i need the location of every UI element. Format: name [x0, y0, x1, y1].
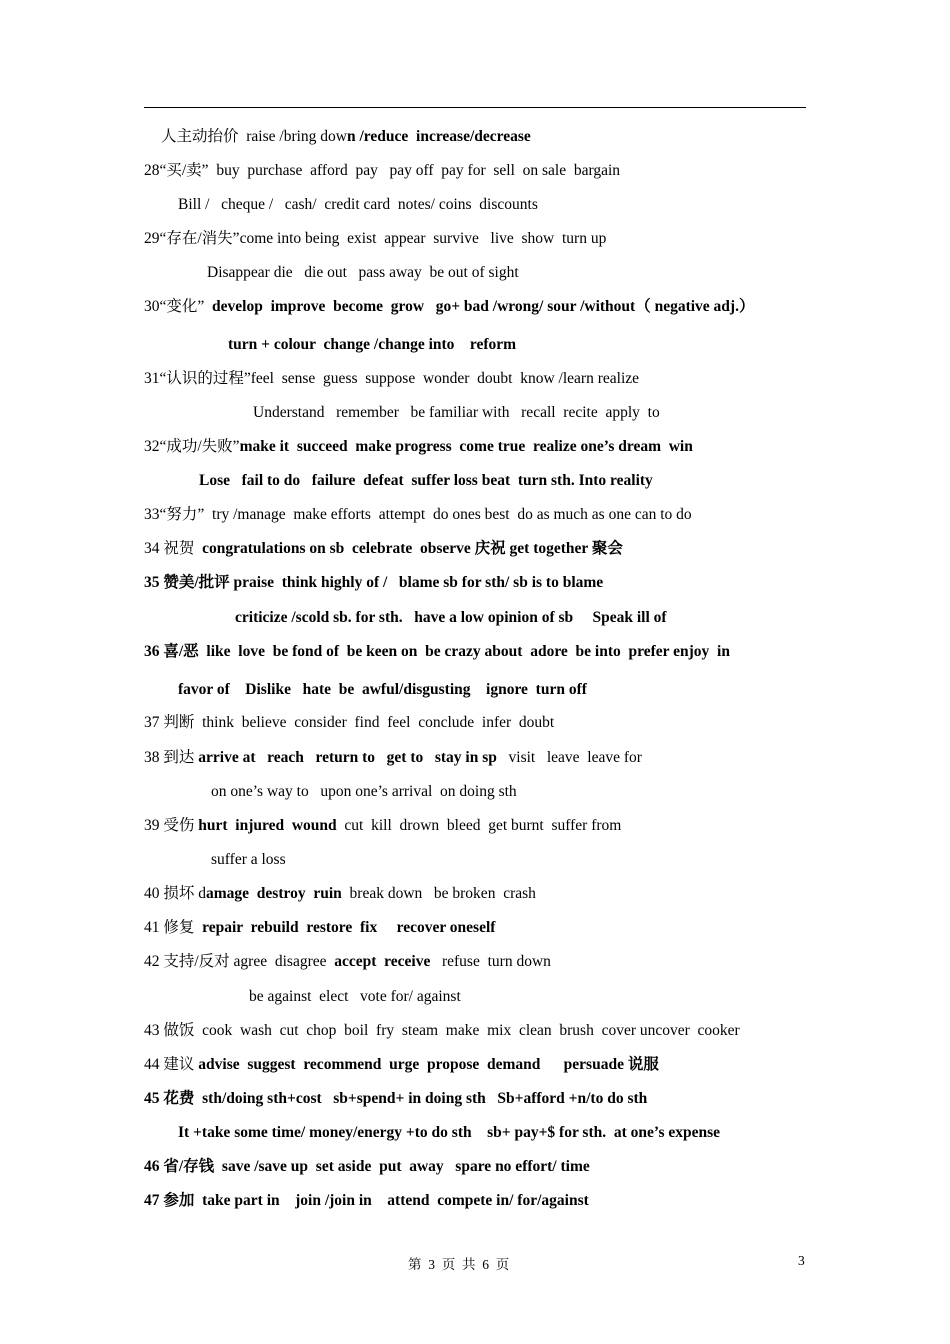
line-34-congratulate: 34 祝贺 congratulations on sb celebrate observe 庆祝 get together 聚会	[144, 540, 623, 557]
line-33-effort: 33“努力” try /manage make efforts attempt do ones best do as much as one can to do	[144, 506, 692, 523]
line-43-cook: 43 做饭 cook wash cut chop boil fry steam make mix clean brush cover uncover cooker	[144, 1022, 740, 1039]
footer-page-label: 第 3 页 共 6 页	[408, 1257, 510, 1272]
line-42-support: 42 支持/反对 agree disagree accept receive refuse turn down	[144, 953, 551, 970]
line-28-buy-sell: 28“买/卖” buy purchase afford pay pay off pay for sell on sale bargain	[144, 162, 621, 179]
line-44-advise: 44 建议 advise suggest recommend urge propose demand persuade 说服	[144, 1056, 659, 1073]
line-35-criticize: criticize /scold sb. for sth. have a low opinion of sb Speak ill of	[235, 609, 667, 626]
line-39-hurt: 39 受伤 hurt injured wound cut kill drown bleed get burnt suffer from	[144, 817, 622, 834]
line-41-repair: 41 修复 repair rebuild restore fix recover oneself	[144, 919, 496, 936]
line-29-exist: 29“存在/消失”come into being exist appear survive live show turn up	[144, 230, 607, 247]
line-31-understand: Understand remember be familiar with recall recite apply to	[253, 404, 660, 421]
line-35-praise: 35 赞美/批评 praise think highly of / blame sb for sth/ sb is to blame	[144, 574, 604, 591]
line-raise: 人主动抬价 raise /bring down /reduce increase/decrease	[161, 128, 531, 145]
line-45-cost: 45 花费 sth/doing sth+cost sb+spend+ in doing sth Sb+afford +n/to do sth	[144, 1090, 648, 1107]
line-29-disappear: Disappear die die out pass away be out of sight	[207, 264, 519, 281]
line-30-change: 30“变化” develop improve become grow go+ bad /wrong/ sour /without（ negative adj.）	[144, 298, 755, 315]
line-37-judge: 37 判断 think believe consider find feel conclude infer doubt	[144, 714, 555, 731]
line-47-take-part: 47 参加 take part in join /join in attend compete in/ for/against	[144, 1192, 589, 1209]
line-39-loss: suffer a loss	[211, 851, 286, 868]
line-30-turn: turn + colour change /change into reform	[228, 336, 517, 353]
line-36-dislike: favor of Dislike hate be awful/disgusting ignore turn off	[178, 681, 587, 698]
line-38-on-the-way: on one’s way to upon one’s arrival on doing sth	[211, 783, 517, 800]
header-rule	[144, 107, 806, 108]
line-45-take-time: It +take some time/ money/energy +to do sth sb+ pay+$ for sth. at one’s expense	[178, 1124, 721, 1141]
line-46-save: 46 省/存钱 save /save up set aside put away spare no effort/ time	[144, 1158, 590, 1175]
line-40-damage: 40 损坏 damage destroy ruin break down be broken crash	[144, 885, 536, 902]
line-28-payment: Bill / cheque / cash/ credit card notes/ coins discounts	[178, 196, 538, 213]
line-32-failure: Lose fail to do failure defeat suffer loss beat turn sth. Into reality	[199, 472, 653, 489]
line-36-like: 36 喜/恶 like love be fond of be keen on be crazy about adore be into prefer enjoy in	[144, 643, 730, 660]
line-32-success: 32“成功/失败”make it succeed make progress come true realize one’s dream win	[144, 438, 693, 455]
line-31-cognition: 31“认识的过程”feel sense guess suppose wonder doubt know /learn realize	[144, 370, 640, 387]
line-42-against: be against elect vote for/ against	[249, 988, 461, 1005]
line-38-arrive: 38 到达 arrive at reach return to get to stay in sp visit leave leave for	[144, 749, 642, 766]
footer-page-number: 3	[798, 1253, 805, 1268]
